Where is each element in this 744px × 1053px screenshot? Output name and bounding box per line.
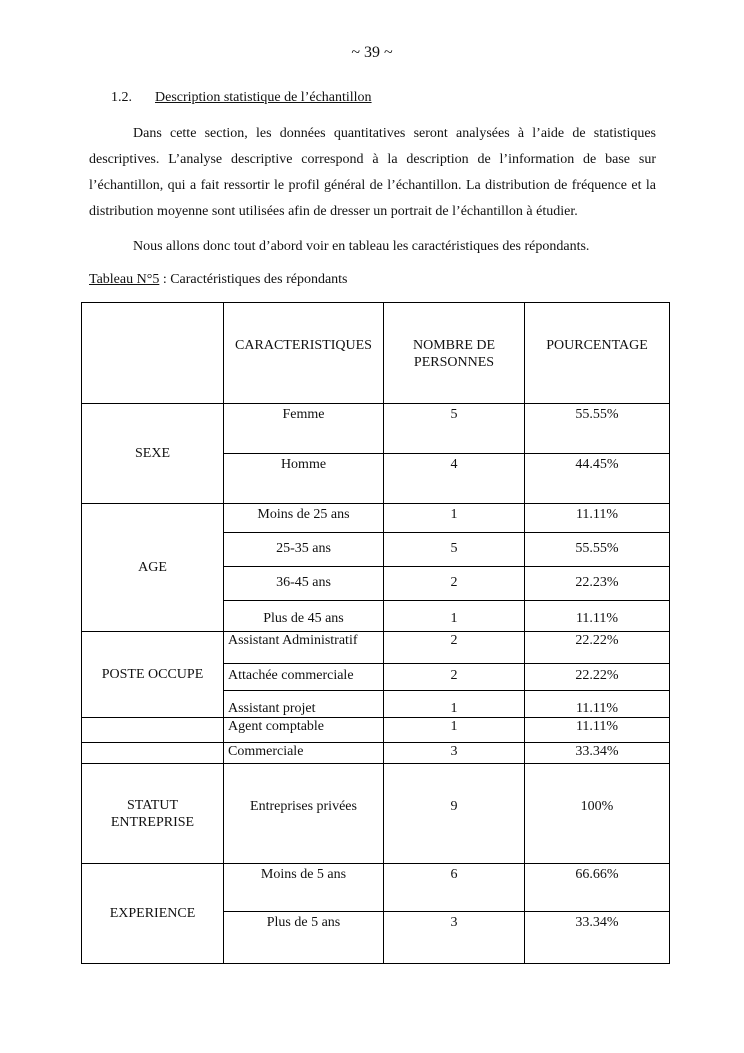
cell-count: 1	[384, 691, 525, 718]
cell-count: 9	[384, 764, 525, 864]
cell-characteristic: Assistant Administratif	[224, 632, 384, 664]
cell-count: 2	[384, 567, 525, 601]
cell-count: 2	[384, 664, 525, 691]
group-sexe: SEXE	[82, 404, 224, 504]
group-age: AGE	[82, 504, 224, 632]
cell-percent: 44.45%	[525, 454, 670, 504]
cell-characteristic: 36-45 ans	[224, 567, 384, 601]
cell-count: 6	[384, 864, 525, 912]
cell-percent: 11.11%	[525, 504, 670, 533]
header-nombre: NOMBRE DE PERSONNES	[384, 303, 525, 404]
cell-empty	[82, 743, 224, 764]
group-statut-entreprise: STATUT ENTREPRISE	[82, 764, 224, 864]
cell-percent: 11.11%	[525, 601, 670, 632]
page-number: ~ 39 ~	[351, 44, 393, 61]
cell-percent: 100%	[525, 764, 670, 864]
table-row	[82, 764, 670, 864]
table-row	[82, 718, 670, 743]
characteristics-table	[81, 302, 670, 964]
cell-count: 1	[384, 601, 525, 632]
cell-percent: 22.23%	[525, 567, 670, 601]
cell-percent: 22.22%	[525, 664, 670, 691]
cell-count: 2	[384, 632, 525, 664]
cell-percent: 11.11%	[525, 691, 670, 718]
cell-empty	[82, 718, 224, 743]
cell-count: 3	[384, 912, 525, 964]
cell-characteristic: Commerciale	[224, 743, 384, 764]
cell-percent: 33.34%	[525, 743, 670, 764]
table-row	[82, 864, 670, 912]
cell-characteristic: Plus de 5 ans	[224, 912, 384, 964]
cell-percent: 55.55%	[525, 404, 670, 454]
table-row	[82, 404, 670, 454]
table-caption	[89, 272, 348, 288]
cell-count: 1	[384, 718, 525, 743]
cell-characteristic: Plus de 45 ans	[224, 601, 384, 632]
section-number: 1.2.	[111, 90, 132, 105]
header-empty	[82, 303, 224, 404]
cell-characteristic: Attachée commerciale	[224, 664, 384, 691]
table-header-row	[82, 303, 670, 404]
cell-characteristic: Moins de 25 ans	[224, 504, 384, 533]
cell-characteristic: Agent comptable	[224, 718, 384, 743]
cell-characteristic: Moins de 5 ans	[224, 864, 384, 912]
cell-count: 3	[384, 743, 525, 764]
group-experience: EXPERIENCE	[82, 864, 224, 964]
cell-characteristic: 25-35 ans	[224, 533, 384, 567]
paragraph-intro: Dans cette section, les données quantitatives seront analysées à l’aide de statistiques descriptives. L’analyse descriptive correspond à la description de l’information de base sur l’échantillon, qui a fait ressortir le profil général de l’échantillon. La distribution de fréquence et la distribution moyenne sont utilisées afin de dresser un portrait de l’échantillon à étudier.	[89, 126, 656, 219]
cell-characteristic: Entreprises privées	[224, 764, 384, 864]
cell-percent: 22.22%	[525, 632, 670, 664]
section-title: Description statistique de l’échantillon	[155, 90, 372, 105]
cell-percent: 11.11%	[525, 718, 670, 743]
cell-count: 5	[384, 533, 525, 567]
cell-count: 1	[384, 504, 525, 533]
cell-percent: 33.34%	[525, 912, 670, 964]
cell-count: 4	[384, 454, 525, 504]
cell-percent: 66.66%	[525, 864, 670, 912]
table-row	[82, 743, 670, 764]
cell-characteristic: Assistant projet	[224, 691, 384, 718]
cell-characteristic: Homme	[224, 454, 384, 504]
table-row	[82, 632, 670, 664]
paragraph-table-intro: Nous allons donc tout d’abord voir en tableau les caractéristiques des répondants.	[133, 239, 590, 254]
header-pourcentage: POURCENTAGE	[525, 303, 670, 404]
section-heading	[111, 90, 372, 106]
cell-count: 5	[384, 404, 525, 454]
table-caption-label: Tableau N°5	[89, 272, 160, 287]
cell-percent: 55.55%	[525, 533, 670, 567]
group-poste-occupe: POSTE OCCUPE	[82, 632, 224, 718]
table-row	[82, 504, 670, 533]
cell-characteristic: Femme	[224, 404, 384, 454]
table-caption-text: : Caractéristiques des répondants	[159, 272, 348, 287]
header-caracteristiques: CARACTERISTIQUES	[224, 303, 384, 404]
